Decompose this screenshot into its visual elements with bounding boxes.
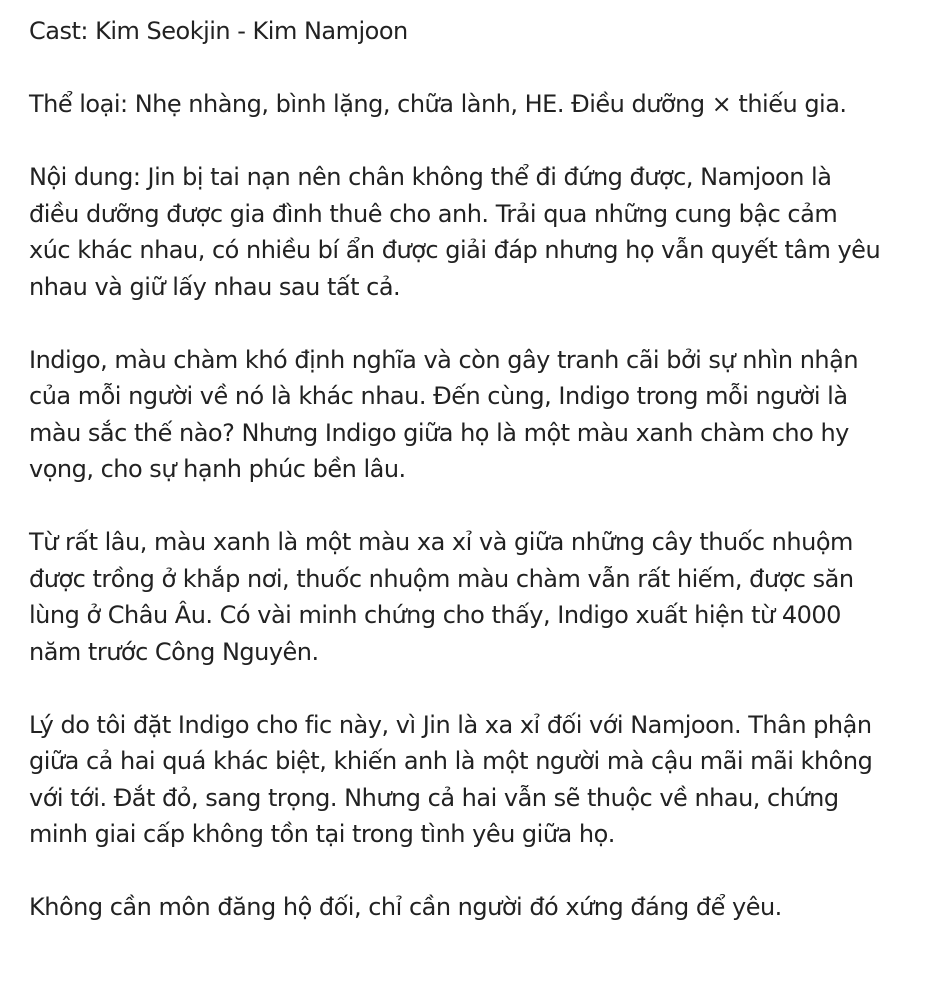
indigo-meaning-paragraph: Indigo, màu chàm khó định nghĩa và còn gây tranh cãi bởi sự nhìn nhận của mỗi người về nó là khác nhau. Đến cùng, Indigo trong mỗi người là màu sắc thế nào? Nhưng Indigo giữa họ là một màu xanh chàm cho hy vọng, cho sự hạnh phúc bền lâu. — [29, 345, 859, 483]
indigo-history-paragraph: Từ rất lâu, màu xanh là một màu xa xỉ và giữa những cây thuốc nhuộm được trồng ở khắp nơi, thuốc nhuộm màu chàm vẫn rất hiếm, được săn lùng ở Châu Âu. Có vài minh chứng cho thấy, Indigo xuất hiện từ 4000 năm trước Công Nguyên. — [29, 528, 854, 666]
closing-paragraph: Không cần môn đăng hộ đối, chỉ cần người đó xứng đáng để yêu. — [29, 893, 782, 921]
genre-paragraph: Thể loại: Nhẹ nhàng, bình lặng, chữa lành, HE. Điều dưỡng × thiếu gia. — [29, 90, 847, 118]
title-reason-paragraph: Lý do tôi đặt Indigo cho fic này, vì Jin là xa xỉ đối với Namjoon. Thân phận giữa cả hai quá khác biệt, khiến anh là một người mà cậu mãi mãi không với tới. Đắt đỏ, sang trọng. Nhưng cả hai vẫn sẽ thuộc về nhau, chứng minh giai cấp không tồn tại trong tình yêu giữa họ. — [29, 710, 873, 848]
cast-paragraph: Cast: Kim Seokjin - Kim Namjoon — [29, 17, 408, 45]
document-body — [29, 13, 929, 926]
summary-paragraph: Nội dung: Jin bị tai nạn nên chân không thể đi đứng được, Namjoon là điều dưỡng được gia đình thuê cho anh. Trải qua những cung bậc cảm xúc khác nhau, có nhiều bí ẩn được giải đáp nhưng họ vẫn quyết tâm yêu nhau và giữ lấy nhau sau tất cả. — [29, 163, 881, 301]
